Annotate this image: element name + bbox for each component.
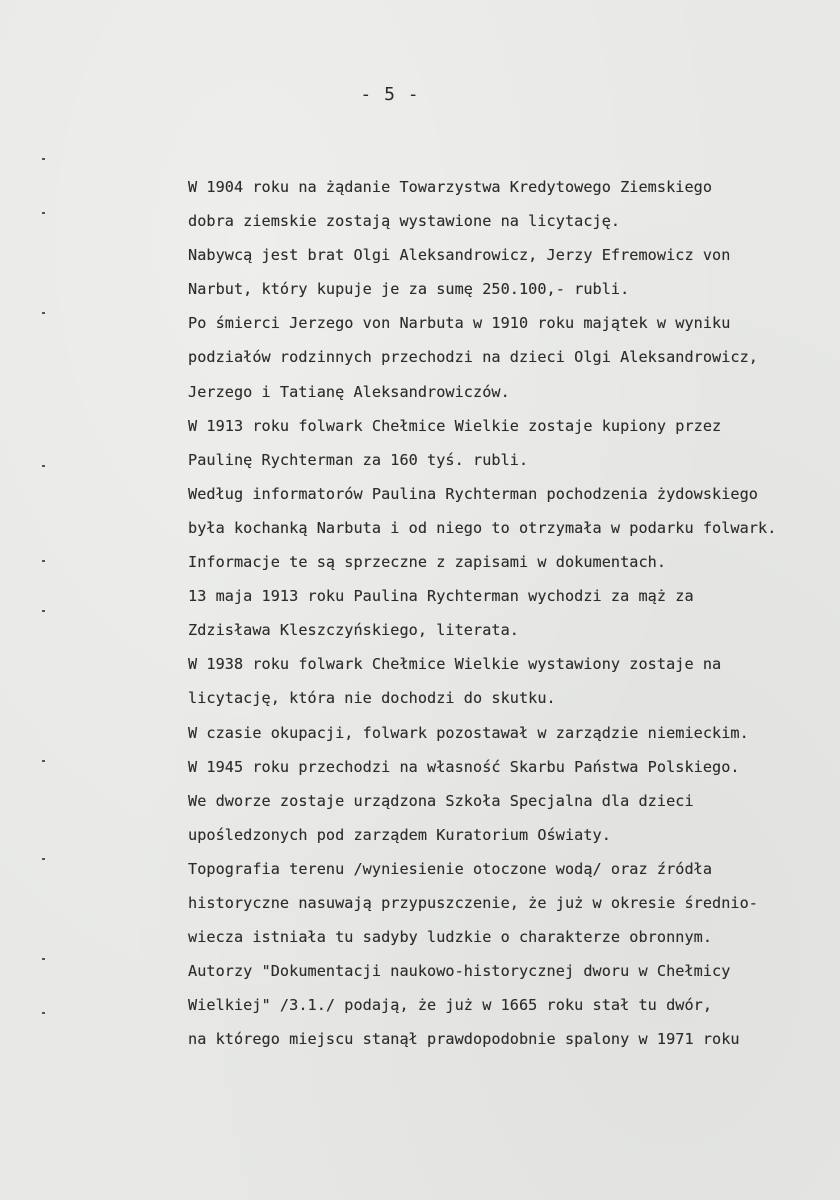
text-line: We dworze zostaje urządzona Szkoła Specjalna dla dzieci xyxy=(188,791,694,810)
margin-mark xyxy=(42,858,45,860)
text-line: Topografia terenu /wyniesienie otoczone wodą/ oraz źródła xyxy=(188,859,713,878)
margin-mark xyxy=(42,610,45,612)
margin-mark xyxy=(42,560,45,562)
text-line: Zdzisława Kleszczyńskiego, literata. xyxy=(188,621,519,640)
typed-text-block xyxy=(188,170,828,1056)
margin-mark xyxy=(42,1012,45,1014)
text-line: 13 maja 1913 roku Paulina Rychterman wychodzi za mąż za xyxy=(188,587,694,606)
text-line: W 1945 roku przechodzi na własność Skarbu Państwa Polskiego. xyxy=(188,757,740,776)
text-line: dobra ziemskie zostają wystawione na licytację. xyxy=(188,212,621,231)
text-line: Wielkiej" /3.1./ podają, że już w 1665 roku stał tu dwór, xyxy=(188,996,713,1015)
text-line: W 1913 roku folwark Chełmice Wielkie zostaje kupiony przez xyxy=(188,416,722,435)
margin-mark xyxy=(42,212,45,214)
text-line: W 1904 roku na żądanie Towarzystwa Kredytowego Ziemskiego xyxy=(188,178,713,196)
text-line: Narbut, który kupuje je za sumę 250.100,- rubli. xyxy=(188,280,630,299)
text-line: Paulinę Rychterman za 160 tyś. rubli. xyxy=(188,450,529,469)
text-line: Nabywcą jest brat Olgi Aleksandrowicz, Jerzy Efremowicz von xyxy=(188,246,731,265)
text-line: Autorzy "Dokumentacji naukowo-historycznej dworu w Chełmicy xyxy=(188,962,731,981)
text-line: podziałów rodzinnych przechodzi na dzieci Olgi Aleksandrowicz, xyxy=(188,348,759,367)
margin-mark xyxy=(42,312,45,314)
text-line: W czasie okupacji, folwark pozostawał w zarządzie niemieckim. xyxy=(188,723,749,742)
margin-mark xyxy=(42,760,45,762)
text-line: W 1938 roku folwark Chełmice Wielkie wystawiony zostaje na xyxy=(188,655,722,674)
margin-mark xyxy=(42,958,45,960)
page-number: - 5 - xyxy=(360,84,420,105)
text-line: na którego miejscu stanął prawdopodobnie spalony w 1971 roku xyxy=(188,1030,740,1049)
text-line: Po śmierci Jerzego von Narbuta w 1910 roku majątek w wyniku xyxy=(188,314,731,333)
text-line: Jerzego i Tatianę Aleksandrowiczów. xyxy=(188,382,510,401)
margin-mark xyxy=(42,158,45,160)
text-line: historyczne nasuwają przypuszczenie, że już w okresie średnio- xyxy=(188,893,759,912)
margin-mark xyxy=(42,465,45,467)
text-line: Według informatorów Paulina Rychterman pochodzenia żydowskiego xyxy=(188,484,759,503)
text-line: upośledzonych pod zarządem Kuratorium Oświaty. xyxy=(188,825,611,844)
text-line: była kochanką Narbuta i od niego to otrzymała w podarku folwark. xyxy=(188,518,777,537)
text-line: licytację, która nie dochodzi do skutku. xyxy=(188,689,556,708)
text-line: Informacje te są sprzeczne z zapisami w dokumentach. xyxy=(188,553,667,572)
text-line: wiecza istniała tu sadyby ludzkie o charakterze obronnym. xyxy=(188,928,713,947)
